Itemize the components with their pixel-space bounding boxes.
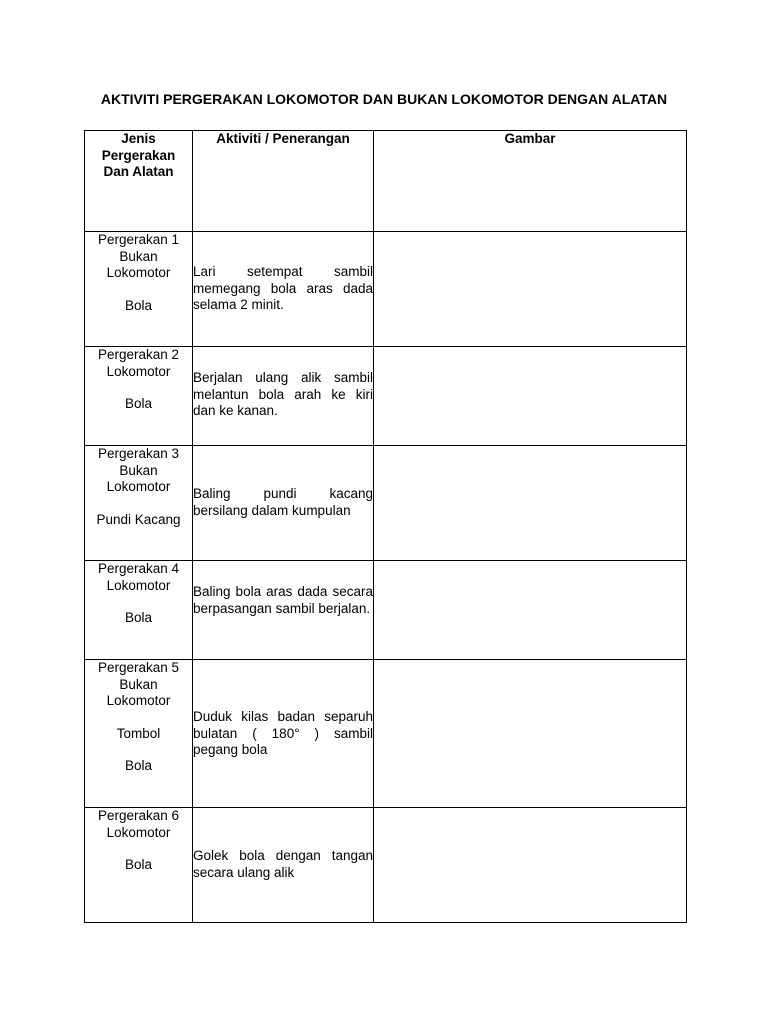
activity-description: Golek bola dengan tangan secara ulang alik — [193, 808, 374, 923]
movement-type-line: Bukan — [119, 676, 158, 692]
activity-description: Baling bola aras dada secara berpasangan sambil berjalan. — [193, 561, 374, 660]
movement-type-line: Pergerakan 4 — [97, 561, 180, 576]
document-title: AKTIVITI PERGERAKAN LOKOMOTOR DAN BUKAN LOKOMOTOR DENGAN ALATAN — [100, 91, 668, 107]
header-jenis-line: Dan Alatan — [103, 164, 174, 179]
activity-description: Berjalan ulang alik sambil melantun bola arah ke kiri dan ke kanan. — [193, 347, 374, 446]
equipment-label: Tombol — [116, 725, 161, 741]
movement-type-line: Pergerakan 6 — [97, 808, 180, 823]
picture-cell — [374, 660, 687, 808]
table-row — [85, 232, 687, 347]
movement-type-line: Pergerakan 2 — [97, 347, 180, 362]
equipment-label: Bola — [124, 857, 153, 872]
movement-type-line: Pergerakan 3 — [97, 446, 180, 461]
table-row — [85, 808, 687, 923]
movement-type-line: Lokomotor — [106, 577, 171, 593]
movement-type-cell — [85, 561, 193, 660]
table-row — [85, 446, 687, 561]
table-row — [85, 347, 687, 446]
picture-cell — [374, 232, 687, 347]
header-jenis-pergerakan — [85, 131, 193, 232]
picture-cell — [374, 561, 687, 660]
movement-type-line: Lokomotor — [106, 363, 171, 379]
movement-type-line: Lokomotor — [106, 693, 171, 708]
activity-description: Duduk kilas badan separuh bulatan ( 180° ) sambil pegang bola — [193, 660, 374, 808]
activity-description: Baling pundi kacang bersilang dalam kumpulan — [193, 446, 374, 561]
movement-type-line: Lokomotor — [106, 479, 171, 494]
movement-type-cell — [85, 808, 193, 923]
movement-type-cell — [85, 232, 193, 347]
equipment-label: Bola — [124, 758, 153, 773]
movement-type-line: Lokomotor — [106, 824, 171, 840]
activity-description: Lari setempat sambil memegang bola aras dada selama 2 minit. — [193, 232, 374, 347]
header-gambar: Gambar — [374, 131, 687, 232]
header-aktiviti: Aktiviti / Penerangan — [193, 131, 374, 232]
movement-type-line: Pergerakan 1 — [97, 232, 180, 247]
table-row — [85, 561, 687, 660]
equipment-label: Bola — [124, 610, 153, 625]
header-jenis-line: Pergerakan — [101, 147, 176, 163]
movement-type-line: Bukan — [119, 248, 158, 264]
movement-type-line: Lokomotor — [106, 265, 171, 280]
movement-type-cell — [85, 660, 193, 808]
picture-cell — [374, 446, 687, 561]
picture-cell — [374, 347, 687, 446]
table-header-row — [85, 131, 687, 232]
movement-type-cell — [85, 446, 193, 561]
movement-type-line: Bukan — [119, 462, 158, 478]
equipment-label: Bola — [124, 396, 153, 411]
activity-table — [84, 130, 687, 923]
header-jenis-line: Jenis — [121, 131, 156, 146]
equipment-label: Pundi Kacang — [96, 511, 181, 527]
picture-cell — [374, 808, 687, 923]
table-row — [85, 660, 687, 808]
equipment-label: Bola — [124, 297, 153, 313]
movement-type-line: Pergerakan 5 — [97, 660, 180, 675]
movement-type-cell — [85, 347, 193, 446]
